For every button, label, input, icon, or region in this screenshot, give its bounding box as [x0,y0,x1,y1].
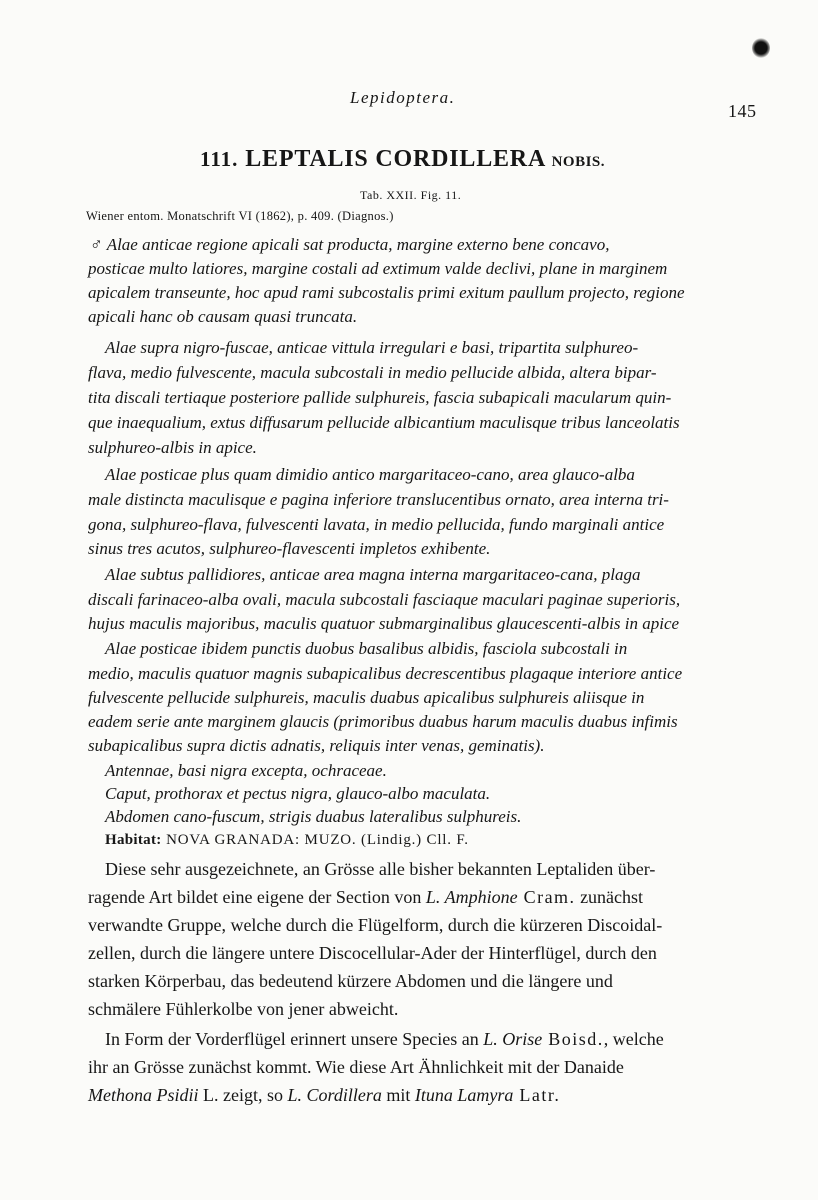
german-line: starken Körperbau, das bedeutend kürzere Abdomen und die längere und [88,971,613,991]
latin-line: medio, maculis quatuor magnis subapicalibus decrescentibus plagaque interiore antice [88,664,683,683]
species-ref: L. Cordillera [287,1085,382,1105]
german-text: ragende Art bildet eine eigene der Section von [88,887,426,907]
latin-line: ♂ Alae anticae regione apicali sat producta, margine externo bene concavo, [90,235,610,254]
latin-line: gona, sulphureo-flava, fulvescenti lavata, in medio pellucida, fundo marginali antice [88,515,665,534]
latin-line: discali farinaceo-alba ovali, macula subcostali fasciaque maculari paginae superioris, [88,590,681,609]
habitat-label: Habitat: [105,832,162,848]
latin-line: Caput, prothorax et pectus nigra, glauco-albo maculata. [105,784,491,803]
author-ref: Cram. [517,887,576,907]
latin-line: hujus maculis majoribus, maculis quatuor submarginalibus glaucescenti-albis in apice [88,614,680,633]
latin-line: sulphureo-albis in apice. [88,438,257,457]
latin-line: flava, medio fulvescente, macula subcostali in medio pellucide albida, altera bipar- [88,363,657,382]
species-author: NOBIS. [551,154,605,170]
species-ref: Methona Psidii [88,1085,199,1105]
latin-line: Alae supra nigro-fuscae, anticae vittula irregulari e basi, tripartita sulphureo- [105,338,639,357]
page-number: 145 [728,101,757,121]
plate-reference: Tab. XXII. Fig. 11. [360,188,462,202]
german-line: zellen, durch die längere untere Discocellular-Ader der Hinterflügel, durch den [88,943,657,963]
latin-line: Alae subtus pallidiores, anticae area magna interna margaritaceo-cana, plaga [105,565,641,584]
latin-line: apicalem transeunte, hoc apud rami subcostalis primi exitum paullum projecto, regione [88,283,685,302]
latin-line: tita discali tertiaque posteriore pallide sulphureis, fascia subapicali macularum quin- [88,388,672,407]
german-line: verwandte Gruppe, welche durch die Flügelform, durch die kürzeren Discoidal- [88,915,663,935]
habitat-text: NOVA GRANADA: MUZO. (Lindig.) Cll. F. [166,832,469,848]
german-line [88,1081,560,1109]
literature-reference: Wiener entom. Monatschrift VI (1862), p. 409. (Diagnos.) [86,209,394,223]
species-ref: L. Orise [483,1029,543,1049]
german-line: ihr an Grösse zunächst kommt. Wie diese Art Ähnlichkeit mit der Danaide [88,1057,624,1077]
german-line: Diese sehr ausgezeichnete, an Grösse alle bisher bekannten Leptaliden über- [105,859,656,879]
latin-line: eadem serie ante marginem glaucis (primoribus duabus harum maculis duabus infimis [88,712,678,731]
latin-line: que inaequalium, extus diffusarum pellucide albicantium maculisque tribus lanceolatis [88,413,680,432]
latin-line: apicali hanc ob causam quasi truncata. [88,307,358,326]
species-ref: Ituna Lamyra [414,1085,514,1105]
german-line: schmälere Fühlerkolbe von jener abweicht. [88,999,399,1019]
species-name: LEPTALIS CORDILLERA [245,146,545,172]
species-ref: L. Amphione [425,887,518,907]
german-text: zunächst [575,887,644,907]
habitat-line [105,832,469,849]
german-text: L. zeigt, so [198,1085,288,1105]
author-ref: Latr. [513,1085,561,1105]
species-title [200,146,605,173]
running-head: Lepidoptera. [350,88,456,107]
latin-line: subapicalibus supra dictis adnatis, reliquis inter venas, geminatis). [88,736,545,755]
entry-number: 111. [200,147,239,171]
german-text: , welche [603,1029,664,1049]
latin-line: Antennae, basi nigra excepta, ochraceae. [105,761,387,780]
latin-line: Alae posticae plus quam dimidio antico margaritaceo-cano, area glauco-alba [105,465,635,484]
latin-line: Abdomen cano-fuscum, strigis duabus lateralibus sulphureis. [105,807,522,826]
ink-spot [752,38,770,58]
german-line [105,1025,664,1053]
latin-line: sinus tres acutos, sulphureo-flavescenti impletos exhibente. [88,539,491,558]
latin-line: posticae multo latiores, margine costali ad extimum valde declivi, plane in marginem [88,259,668,278]
latin-line: male distincta maculisque e pagina inferiore translucentibus ornato, area interna tri- [88,490,669,509]
german-line [88,883,643,911]
german-text: In Form der Vorderflügel erinnert unsere Species an [105,1029,484,1049]
author-ref: Boisd. [542,1029,604,1049]
latin-line: fulvescente pellucide sulphureis, maculis duabus apicalibus sulphureis aliisque in [88,688,645,707]
latin-line: Alae posticae ibidem punctis duobus basalibus albidis, fasciola subcostali in [105,639,628,658]
german-text: mit [381,1085,415,1105]
